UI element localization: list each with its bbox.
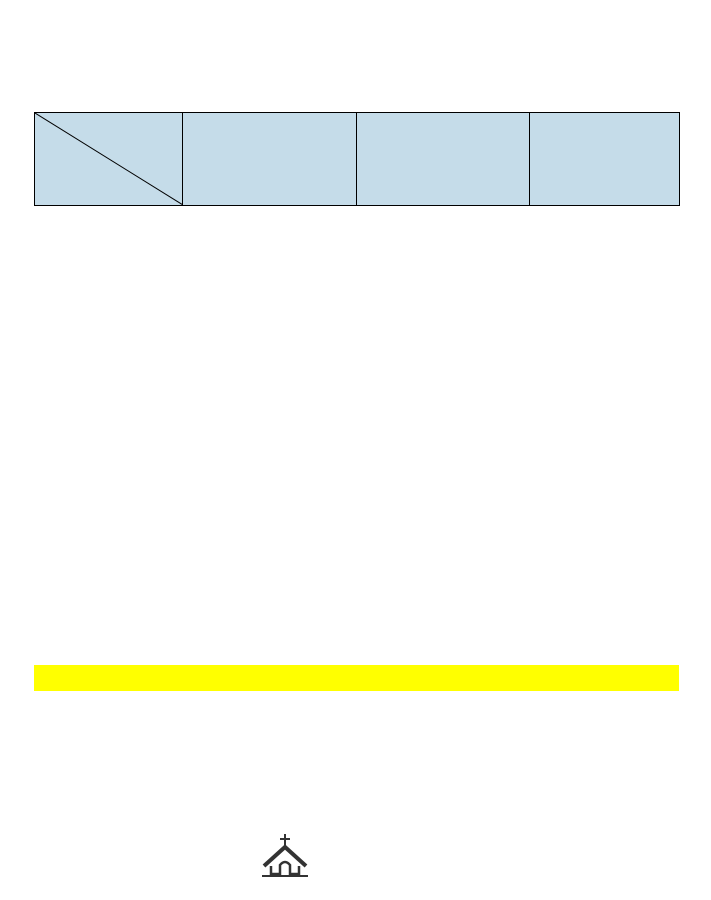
diagonal-line	[35, 113, 183, 205]
header-white	[183, 113, 357, 206]
header-remarks	[530, 113, 680, 206]
header-corner	[35, 113, 183, 206]
church-logo	[262, 832, 462, 882]
table-header-row	[35, 113, 680, 206]
header-silver	[357, 113, 530, 206]
insurance-notice	[34, 665, 679, 691]
schedule-table	[34, 112, 680, 206]
church-icon	[262, 832, 308, 878]
